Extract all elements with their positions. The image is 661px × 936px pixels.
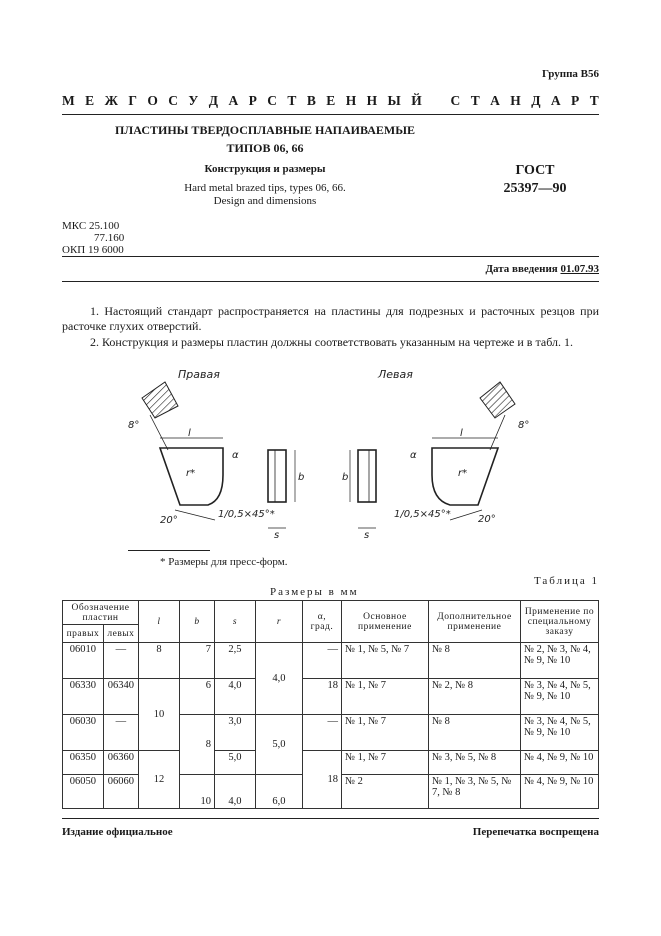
footnote: * Размеры для пресс-форм. [160,556,288,568]
dim-l-right: l [188,428,191,439]
banner-letter: Е [326,93,336,108]
footnote-rule [128,550,210,551]
banner-letter: Д [531,93,541,108]
cell-special: № 3, № 4, № 5, № 9, № 10 [520,679,598,715]
cell-l: 10 [138,679,179,751]
cell-right: 06050 [63,775,104,809]
cell-main: № 1, № 7 [341,679,428,715]
cell-extra: № 2, № 8 [428,679,520,715]
cell-special: № 2, № 3, № 4, № 9, № 10 [520,643,598,679]
date-rule [62,281,599,282]
dim-s-right: s [274,530,280,541]
cell-left: 06060 [103,775,138,809]
alpha-left: α [410,450,417,461]
banner-rule [62,114,599,115]
banner-letter [432,93,440,109]
cell-b: 8 [179,715,214,775]
banner-letter: Н [366,93,378,108]
cell-special: № 4, № 9, № 10 [520,775,598,809]
cell-r: 5,0 [255,715,302,775]
header-l: l [138,601,179,643]
banner-letter: Й [411,93,422,108]
angle-20-right: 20° [160,515,178,526]
english-title-line1: Hard metal brazed tips, types 06, 66. [184,182,346,194]
label-left: Левая [378,368,413,381]
table-row [63,751,599,775]
cell-b: 6 [179,679,214,715]
banner-letter: Р [248,93,257,108]
footer-rule [62,818,599,819]
cell-s: 4,0 [214,679,255,715]
footer-official-edition: Издание официальное [62,826,173,838]
cell-alpha: 18 [302,679,341,715]
cell-alpha: — [302,715,341,751]
date-label: Дата введения [485,263,558,275]
cell-left: — [103,643,138,679]
cell-left: 06340 [103,679,138,715]
cutter-hatch-right [142,382,178,418]
cell-left: — [103,715,138,751]
chamfer-right: 1/0,5×45°* [218,509,275,520]
banner-letter: О [147,93,158,108]
alpha-right: α [232,450,239,461]
header-designation: Обозначение пластин [63,601,139,625]
header-extra-use: Дополнительное применение [428,601,520,643]
dim-r-right: r* [186,468,196,479]
doc-subtitle: Конструкция и размеры [204,163,326,175]
cell-extra: № 8 [428,715,520,751]
label-right: Правая [178,368,220,381]
angle-8-left: 8° [518,420,530,431]
banner-letter: Н [510,93,521,108]
group-code: Группа В56 [541,68,599,80]
sizes-caption: Размеры в мм [270,586,359,598]
okp-code: 19 6000 [87,244,124,256]
table-caption: Таблица 1 [533,575,599,587]
cell-main: № 2 [341,775,428,809]
mks-code-2: 77.160 [94,232,125,244]
cell-special: № 3, № 4, № 5, № 9, № 10 [520,715,598,751]
cell-b: 10 [179,775,214,809]
banner-letter: Е [85,93,95,108]
cell-right: 06330 [63,679,104,715]
table-row [63,679,599,715]
tip-drawing [120,360,540,545]
chamfer-left: 1/0,5×45°* [394,509,451,520]
header-alpha: α, град. [302,601,341,643]
banner-letter: А [490,93,500,108]
header-main-use: Основное применение [341,601,428,643]
banner-letter: Т [470,93,480,108]
cell-extra: № 3, № 5, № 8 [428,751,520,775]
banner-letter: В [306,93,316,108]
paragraph-1: 1. Настоящий стандарт распространяется на пластины для подрезных и расточных резцов при расточке глухих отверстий. [62,304,599,333]
introduction-date [485,263,599,275]
header-r: r [255,601,302,643]
banner-letter: С [267,93,278,108]
paragraph-2: 2. Конструкция и размеры пластин должны соответствовать указанным на чертеже и в табл. 1. [90,335,573,349]
doc-title-line1: ПЛАСТИНЫ ТВЕРДОСПЛАВНЫЕ НАПАИВАЕМЫЕ [114,123,416,137]
banner-letter: Р [571,93,580,108]
cell-alpha: — [302,643,341,679]
banner-letter: М [62,93,75,108]
dim-b-left: b [342,472,349,483]
cell-s: 4,0 [214,775,255,809]
banner-letter: А [550,93,561,108]
dimensions-table [62,600,599,809]
doc-title-line2: ТИПОВ 06, 66 [226,141,304,155]
cutter-hatch-left [480,382,515,418]
gost-number: 25397—90 [503,181,567,196]
doc-title-english [110,182,420,208]
banner-letter: Н [345,93,357,108]
banner-letter: Ы [387,93,401,108]
banner-letter: С [450,93,461,108]
dim-b-right: b [298,472,305,483]
cell-main: № 1, № 7 [341,751,428,775]
header-special-use: Применение по специальному заказу [520,601,598,643]
cell-special: № 4, № 9, № 10 [520,751,598,775]
cell-right: 06030 [63,715,104,751]
english-title-line2: Design and dimensions [213,195,317,207]
cell-left: 06360 [103,751,138,775]
table-row [63,643,599,679]
banner-letter: С [168,93,179,108]
banner-letter: Ж [104,93,118,108]
codes-rule [62,256,599,257]
banner-letter: А [228,93,239,108]
cell-l: 8 [138,643,179,679]
banner-letter: Г [128,93,137,108]
cell-s: 3,0 [214,715,255,751]
cell-s: 5,0 [214,751,255,775]
header-right: правых [63,625,104,643]
header-left: левых [103,625,138,643]
okp-label: ОКП [62,244,86,256]
banner-letter: Т [287,93,297,108]
plate-right-side [268,450,286,502]
banner-letter: У [188,93,199,108]
cell-right: 06350 [63,751,104,775]
header-b: b [179,601,214,643]
cell-alpha: 18 [302,751,341,809]
banner-letter: Т [589,93,599,108]
plate-left-side [358,450,376,502]
dim-r-left: r* [458,468,468,479]
cell-r: 4,0 [255,643,302,715]
mks-label: МКС [62,220,87,232]
dim-s-left: s [364,530,370,541]
standard-banner [62,93,599,109]
gost-label: ГОСТ [515,163,555,178]
cell-s: 2,5 [214,643,255,679]
cell-extra: № 1, № 3, № 5, № 7, № 8 [428,775,520,809]
classification-codes [62,220,124,256]
mks-code-1: 25.100 [88,220,120,232]
date-value: 01.07.93 [560,263,599,275]
footer-reprint-notice: Перепечатка воспрещена [472,826,599,838]
gost-designation [470,162,600,198]
cell-b: 7 [179,643,214,679]
cell-l: 12 [138,751,179,809]
header-s: s [214,601,255,643]
angle-8-right: 8° [128,420,140,431]
cell-right: 06010 [63,643,104,679]
cell-main: № 1, № 5, № 7 [341,643,428,679]
banner-letter: Д [208,93,219,108]
cell-main: № 1, № 7 [341,715,428,751]
cell-r: 6,0 [255,775,302,809]
dim-l-left: l [460,428,463,439]
angle-20-left: 20° [478,514,496,525]
cell-extra: № 8 [428,643,520,679]
